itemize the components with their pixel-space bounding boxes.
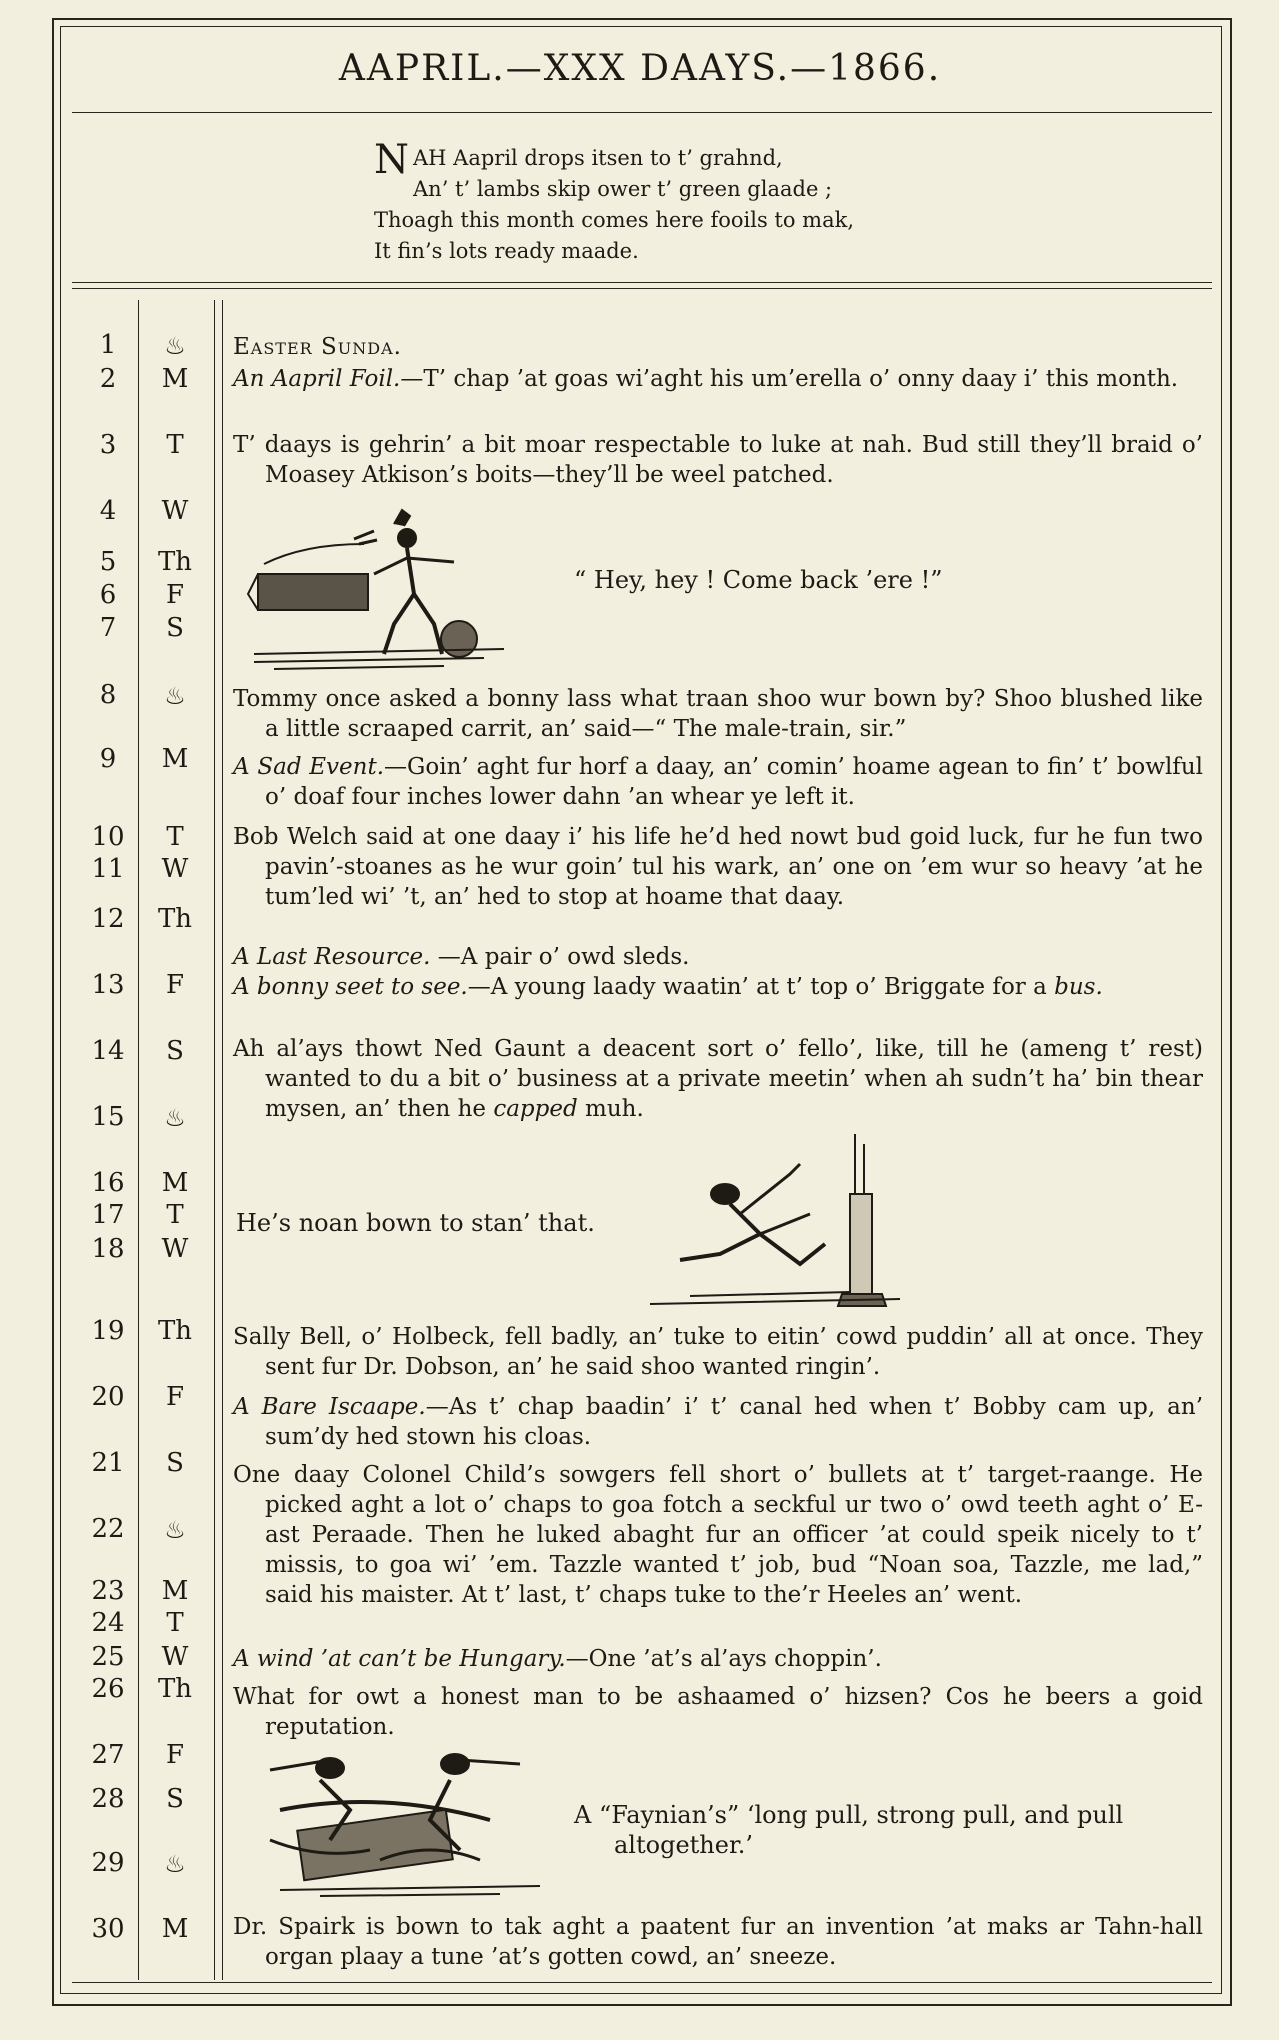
bonny-text: —A young laady waatin’ at t’ top o’ Briggate for a xyxy=(467,974,1055,1000)
day-number: 24 xyxy=(91,1608,125,1638)
sunday-symbol: ♨ xyxy=(164,1516,186,1544)
day-of-week: M xyxy=(161,364,189,394)
day-number: 25 xyxy=(91,1642,125,1672)
day-of-week: F xyxy=(165,580,185,610)
entry-sad-event xyxy=(233,752,1203,812)
daays-text: T’ daays is gehrin’ a bit moar respectable to luke at nah. Bud still they’ll braid o’ Moasey Atkison’s boits—they’ll be weel patched. xyxy=(233,432,1203,488)
day-of-week: W xyxy=(161,854,189,884)
bare-text: —As t’ chap baadin’ i’ t’ canal hed when t’ Bobby cam up, an’ sum’dy hed stown his cloas. xyxy=(265,1394,1204,1450)
entry-wind-hungary xyxy=(233,1644,1203,1674)
day-number: 13 xyxy=(91,970,125,1000)
day-of-week: T xyxy=(166,430,184,460)
day-of-week: S xyxy=(166,613,184,643)
day-of-week: F xyxy=(165,1382,185,1412)
sunday-symbol: ♨ xyxy=(164,682,186,710)
day-of-week: W xyxy=(161,1234,189,1264)
caption-noan-bown: He’s noan bown to stan’ that. xyxy=(236,1209,595,1237)
foil-text: —T’ chap ’at goas wi’aght his um’erella o’ onny daay i’ this month. xyxy=(400,366,1179,392)
verse-line-1: AH Aapril drops itsen to t’ grahnd, xyxy=(413,146,783,170)
day-number: 9 xyxy=(99,744,117,774)
ah-text: Ah al’ays thowt Ned Gaunt a deacent sort o’ fello’, like, till he (ameng t’ rest) wanted to du a bit o’ business at a private meetin’ when ah sudn’t ha’ bin thear mysen, an’ then he xyxy=(233,1036,1203,1122)
day-number: 4 xyxy=(99,496,117,526)
day-of-week: W xyxy=(161,496,189,526)
bob-text: Bob Welch said at one daay i’ his life he’d hed nowt bud goid luck, fur he fun two pavin’-stoanes as he wur goin’ tul his wark, an’ one on ’em wur so heavy ’at he tum’led wi’ ’t, an’ hed to stop at hoame that daay. xyxy=(233,824,1203,910)
sunday-symbol: ♨ xyxy=(164,332,186,360)
day-number: 28 xyxy=(91,1784,125,1814)
bonny-bus: bus. xyxy=(1054,974,1103,1000)
entry-honest-man xyxy=(233,1682,1203,1742)
day-of-week: S xyxy=(166,1448,184,1478)
day-of-week: T xyxy=(166,822,184,852)
day-number: 15 xyxy=(91,1102,125,1132)
day-of-week: S xyxy=(166,1036,184,1066)
day-of-week: W xyxy=(161,1642,189,1672)
bare-title: A Bare Iscaape. xyxy=(233,1394,426,1420)
day-number: 17 xyxy=(91,1200,125,1230)
last-title: A Last Resource. xyxy=(233,944,431,970)
day-of-week: M xyxy=(161,744,189,774)
sunday-symbol: ♨ xyxy=(164,1850,186,1878)
entry-bonny-seet xyxy=(233,972,1203,1002)
day-number: 10 xyxy=(91,822,125,852)
day-number: 6 xyxy=(99,580,117,610)
sally-text: Sally Bell, o’ Holbeck, fell badly, an’ tuke to eitin’ cowd puddin’ all at once. They sent fur Dr. Dobson, an’ he said shoo wanted ringin’. xyxy=(233,1324,1203,1380)
day-of-week: S xyxy=(166,1784,184,1814)
bonny-title: A bonny seet to see. xyxy=(233,974,468,1000)
bottom-rule xyxy=(72,1982,1212,1983)
entry-dr-spairk xyxy=(233,1912,1203,1972)
day-number: 29 xyxy=(91,1848,125,1878)
day-number: 18 xyxy=(91,1234,125,1264)
sad-title: A Sad Event. xyxy=(233,754,385,780)
day-number: 7 xyxy=(99,613,117,643)
day-number: 30 xyxy=(91,1914,125,1944)
day-of-week: Th xyxy=(157,1674,193,1704)
sunday-symbol: ♨ xyxy=(164,1104,186,1132)
day-of-week: F xyxy=(165,970,185,1000)
ah-end: muh. xyxy=(577,1096,644,1122)
day-number: 2 xyxy=(99,364,117,394)
entry-easter-sunday xyxy=(233,332,1203,362)
what-text: What for owt a honest man to be ashaamed o’ hizsen? Cos he beers a goid reputation. xyxy=(233,1684,1203,1740)
day-number: 11 xyxy=(91,854,125,884)
day-of-week: M xyxy=(161,1576,189,1606)
easter-heading: Easter Sunda. xyxy=(233,334,402,360)
wind-title: A wind ’at can’t be Hungary. xyxy=(233,1646,566,1672)
page-title: AAPRIL.—XXX DAAYS.—1866. xyxy=(338,48,942,89)
tommy-text: Tommy once asked a bonny lass what traan shoo wur bown by? Shoo blushed like a little scraaped carrit, an’ said—“ The male-train, sir.” xyxy=(233,686,1203,742)
day-of-week: Th xyxy=(157,547,193,577)
day-number: 19 xyxy=(91,1316,125,1346)
caption-hey-hey: “ Hey, hey ! Come back ’ere !” xyxy=(574,566,943,594)
ah-capped: capped xyxy=(493,1096,578,1122)
verse-line-4: It fin’s lots ready maade. xyxy=(374,239,639,263)
day-number: 3 xyxy=(99,430,117,460)
last-text: —A pair o’ owd sleds. xyxy=(430,944,690,970)
verse-rule-top xyxy=(72,282,1212,283)
entry-daays xyxy=(233,430,1203,490)
entry-last-resource xyxy=(233,942,1203,972)
day-number: 14 xyxy=(91,1036,125,1066)
dow-column-divider xyxy=(214,300,215,1980)
day-number: 12 xyxy=(91,904,125,934)
day-number: 20 xyxy=(91,1382,125,1412)
entry-aapril-foil xyxy=(233,364,1203,394)
entry-bare-iscaape xyxy=(233,1392,1203,1452)
caption-faynians: A “Faynian’s” ‘long pull, strong pull, and pull altogether.’ xyxy=(574,1801,1124,1859)
verse-line-3: Thoagh this month comes here fooils to mak, xyxy=(374,208,855,232)
day-number: 5 xyxy=(99,547,117,577)
day-of-week: Th xyxy=(157,1316,193,1346)
day-number: 16 xyxy=(91,1168,125,1198)
day-of-week: F xyxy=(165,1740,185,1770)
verse-dropcap: N xyxy=(374,137,409,183)
day-of-week: M xyxy=(161,1914,189,1944)
verse-line-2: An’ t’ lambs skip ower t’ green glaade ; xyxy=(413,177,833,201)
skater-illustration-icon xyxy=(244,504,564,674)
entry-colonel-child xyxy=(233,1460,1203,1610)
title-rule xyxy=(72,112,1212,113)
entry-ned-gaunt xyxy=(233,1034,1203,1124)
day-number: 23 xyxy=(91,1576,125,1606)
day-of-week: Th xyxy=(157,904,193,934)
day-of-week: T xyxy=(166,1200,184,1230)
day-number: 26 xyxy=(91,1674,125,1704)
opening-verse xyxy=(374,137,855,267)
day-number: 21 xyxy=(91,1448,125,1478)
verse-rule-bottom xyxy=(72,288,1212,289)
day-number: 8 xyxy=(99,680,117,710)
day-number: 22 xyxy=(91,1514,125,1544)
wind-text: —One ’at’s al’ays choppin’. xyxy=(565,1646,882,1672)
fenians-illustration-icon xyxy=(260,1750,570,1900)
dow-column-divider-2 xyxy=(222,300,223,1980)
colonel-text: One daay Colonel Child’s sowgers fell short o’ bullets at t’ target-raange. He picked aght a lot o’ chaps to goa fotch a seckful ur two o’ owd teeth aght o’ E-ast Peraade. Then he luked abaght fur an officer ’at could speik nicely to t’ missis, to goa wi’ ’em. Tazzle wanted t’ job, bud “Noan soa, Tazzle, me lad,” said his maister. At t’ last, t’ chaps tuke to the’r Heeles an’ went. xyxy=(233,1462,1203,1608)
entry-bob-welch xyxy=(233,822,1203,912)
day-number: 27 xyxy=(91,1740,125,1770)
day-of-week: T xyxy=(166,1608,184,1638)
foil-title: An Aapril Foil. xyxy=(233,366,401,392)
entry-tommy xyxy=(233,684,1203,744)
day-number: 1 xyxy=(99,330,117,360)
day-of-week: M xyxy=(161,1168,189,1198)
sad-text: —Goin’ aght fur horf a daay, an’ comin’ hoame agean to fin’ t’ bowlful o’ doaf four inches lower dahn ’an whear ye left it. xyxy=(265,754,1203,810)
spairk-text: Dr. Spairk is bown to tak aght a paatent fur an invention ’at maks ar Tahn-hall organ plaay a tune ’at’s gotten cowd, an’ sneeze. xyxy=(233,1914,1203,1970)
entry-sally-bell xyxy=(233,1322,1203,1382)
falling-man-illustration-icon xyxy=(650,1134,920,1310)
